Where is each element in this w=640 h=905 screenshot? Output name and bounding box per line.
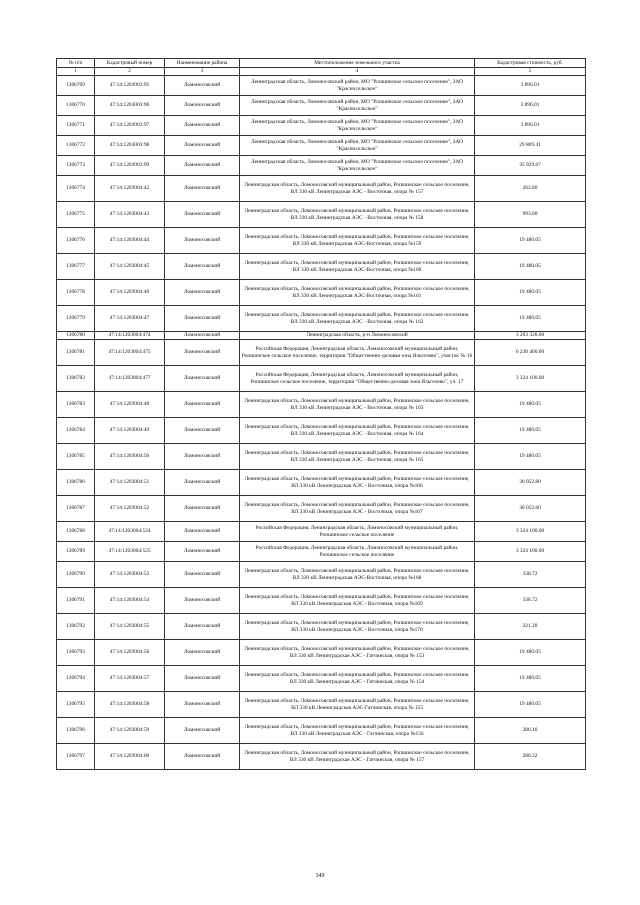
table-row [57,588,586,614]
cadastral-number-cell: 47:14:1203004:56 [95,640,165,666]
location-cell: Ленинградская область, Ломоносовский муниципальный район, Ропшинское сельское поселение, ВЛ 330 кВ Ленинградская АЭС - Восточная, опора № 162 [240,306,475,332]
cadastral-number-cell: 47:14:1203004:48 [95,392,165,418]
cadastral-value-cell: 3 896.01 [475,96,586,116]
table-row [57,332,586,340]
cadastral-value-cell: 321.20 [475,614,586,640]
table-row [57,562,586,588]
table-row [57,392,586,418]
table-row [57,666,586,692]
cadastral-number-cell: 47:14:1203004:52 [95,496,165,522]
row-number-cell: 1306793 [57,640,95,666]
location-cell: Ленинградская область, р-н Ломоносовский [240,332,475,340]
cadastral-value-cell: 30 052.80 [475,496,586,522]
table-row [57,418,586,444]
table-row [57,280,586,306]
cadastral-number-cell: 47:14:1203004:47 [95,306,165,332]
row-number-cell: 1306787 [57,496,95,522]
table-row [57,640,586,666]
district-cell: Ломоносовский [165,176,240,202]
table-row [57,692,586,718]
row-number-cell: 1306777 [57,254,95,280]
location-cell: Российская Федерация, Ленинградская область, Ломоносовский муниципальный район, Ропшинское сельское поселение, территория "Общественно-деловая зона Яльгелево", уч. 17 [240,366,475,392]
row-number-cell: 1306774 [57,176,95,202]
table-row [57,254,586,280]
location-cell: Ленинградская область, Ломоносовский район, МО "Ропшинское сельское поселение", ЗАО "Красносельское" [240,96,475,116]
cadastral-value-cell: 3 324 100.00 [475,542,586,562]
cadastral-value-cell: 3 324 100.00 [475,366,586,392]
district-cell: Ломоносовский [165,392,240,418]
location-cell: Ленинградская область, Ломоносовский муниципальный район, Ропшинское сельское поселение, ВЛ 330 кВ Ленинградская АЭС - Восточная, опора №170 [240,614,475,640]
table-row [57,176,586,202]
column-number-row [57,68,586,76]
district-cell: Ломоносовский [165,136,240,156]
table-row [57,614,586,640]
location-cell: Ленинградская область, Ломоносовский муниципальный район, Ропшинское сельское поселение, ВЛ 330 кВ Ленинградская АЭС - Восточная, опора №166 [240,470,475,496]
header-location: Местоположение земельного участка [240,59,475,68]
row-number-cell: 1306783 [57,392,95,418]
cadastral-number-cell: 47:14:1203004:525 [95,542,165,562]
location-cell: Российская Федерация, Ленинградская область, Ломоносовский муниципальный район, Ропшинское сельское поселение [240,542,475,562]
table-row [57,116,586,136]
location-cell: Ленинградская область, Ломоносовский муниципальный район, Ропшинское сельское поселение, ВЛ 330 кВ Ленинградская АЭС - Гатчинская, опора № 157 [240,744,475,770]
cadastral-value-cell: 19 480.05 [475,228,586,254]
cadastral-number-cell: 47:14:1203004:46 [95,280,165,306]
column-number: 1 [57,68,95,76]
cadastral-number-cell: 47:14:1203004:524 [95,522,165,542]
table-row [57,136,586,156]
district-cell: Ломоносовский [165,744,240,770]
column-number: 5 [475,68,586,76]
cadastral-value-cell: 338.72 [475,562,586,588]
location-cell: Ленинградская область, Ломоносовский муниципальный район, Ропшинское сельское поселение, ВЛ 330 кВ Ленинградская АЭС - Восточная, опора №167 [240,496,475,522]
row-number-cell: 1306784 [57,418,95,444]
row-number-cell: 1306772 [57,136,95,156]
cadastral-number-cell: 47:14:1203003:97 [95,116,165,136]
table-row [57,228,586,254]
district-cell: Ломоносовский [165,588,240,614]
district-cell: Ломоносовский [165,228,240,254]
district-cell: Ломоносовский [165,522,240,542]
cadastral-value-table [56,58,586,770]
header-cadastral-number: Кадастровый номер [95,59,165,68]
header-cadastral-value: Кадастровая стоимость, руб. [475,59,586,68]
district-cell: Ломоносовский [165,614,240,640]
table-body [57,76,586,770]
location-cell: Ленинградская область, Ломоносовский муниципальный район, Ропшинское сельское поселение, ВЛ 330 кВ Ленинградская АЭС-Восточная, опора №160 [240,254,475,280]
district-cell: Ломоносовский [165,718,240,744]
row-number-cell: 1306795 [57,692,95,718]
cadastral-number-cell: 47:14:1203004:59 [95,718,165,744]
cadastral-value-cell: 19 480.05 [475,254,586,280]
cadastral-number-cell: 47:14:1203004:55 [95,614,165,640]
cadastral-number-cell: 47:14:1203004:60 [95,744,165,770]
location-cell: Ленинградская область, Ломоносовский муниципальный район, Ропшинское сельское поселение, ВЛ 330 кВ Ленинградская АЭС - Гатчинская, опора № 153 [240,640,475,666]
table-row [57,156,586,176]
district-cell: Ломоносовский [165,306,240,332]
row-number-cell: 1306778 [57,280,95,306]
cadastral-number-cell: 47:14:1203004:54 [95,588,165,614]
district-cell: Ломоносовский [165,254,240,280]
column-number: 3 [165,68,240,76]
cadastral-value-cell: 993.60 [475,202,586,228]
location-cell: Ленинградская область, Ломоносовский муниципальный район, Ропшинское сельское поселение, ВЛ 330 кВ Ленинградская АЭС - Гатчинская, опора № 154 [240,666,475,692]
row-number-cell: 1306791 [57,588,95,614]
row-number-cell: 1306776 [57,228,95,254]
cadastral-number-cell: 47:14:1203004:44 [95,228,165,254]
location-cell: Ленинградская область, Ломоносовский муниципальный район, Ропшинское сельское поселение, ВЛ 330 кВ Ленинградская АЭС-Восточная, опора №161 [240,280,475,306]
cadastral-value-cell: 19 480.05 [475,640,586,666]
district-cell: Ломоносовский [165,156,240,176]
page-number: 349 [315,873,325,879]
district-cell: Ломоносовский [165,366,240,392]
district-cell: Ломоносовский [165,332,240,340]
location-cell: Ленинградская область, Ломоносовский муниципальный район, Ропшинское сельское поселение, ВЛ 330 кВ Ленинградская АЭС - Восточная, опора № 157 [240,176,475,202]
district-cell: Ломоносовский [165,96,240,116]
column-number: 2 [95,68,165,76]
cadastral-value-cell: 3 203 328.00 [475,332,586,340]
location-cell: Ленинградская область, Ломоносовский муниципальный район, Ропшинское сельское поселение, ВЛ 330 кВ Ленинградская АЭС - Восточная, опора № 164 [240,418,475,444]
row-number-cell: 1306794 [57,666,95,692]
cadastral-value-cell: 29 869.41 [475,136,586,156]
cadastral-value-cell: 286.16 [475,718,586,744]
row-number-cell: 1306790 [57,562,95,588]
header-district-name: Наименование района [165,59,240,68]
district-cell: Ломоносовский [165,666,240,692]
location-cell: Российская Федерация, Ленинградская область, Ломоносовский муниципальный район, Ропшинское сельское поселение [240,522,475,542]
table-row [57,96,586,116]
cadastral-number-cell: 47:14:1203003:96 [95,96,165,116]
row-number-cell: 1306771 [57,116,95,136]
table-row [57,340,586,366]
row-number-cell: 1306786 [57,470,95,496]
table-row [57,718,586,744]
table-row [57,522,586,542]
cadastral-number-cell: 47:14:1203004:57 [95,666,165,692]
row-number-cell: 1306770 [57,96,95,116]
cadastral-value-cell: 19 480.05 [475,418,586,444]
district-cell: Ломоносовский [165,202,240,228]
district-cell: Ломоносовский [165,280,240,306]
cadastral-number-cell: 47:14:1203004:42 [95,176,165,202]
location-cell: Ленинградская область, Ломоносовский муниципальный район, Ропшинское сельское поселение, ВЛ 330 кВ Ленинградская АЭС - Восточная, опора №169 [240,588,475,614]
cadastral-value-cell: 338.72 [475,588,586,614]
cadastral-number-cell: 47:14:1203003:99 [95,156,165,176]
location-cell: Ленинградская область, Ломоносовский муниципальный район, Ропшинское сельское поселение, ВЛ 330 кВ Ленинградская АЭС - Восточная, опора № 163 [240,392,475,418]
location-cell: Ленинградская область, Ломоносовский район, МО "Ропшинское сельское поселение", ЗАО "Красносельское" [240,76,475,96]
row-number-cell: 1306773 [57,156,95,176]
cadastral-number-cell: 47:14:1203004:477 [95,366,165,392]
row-number-cell: 1306796 [57,718,95,744]
row-number-cell: 1306788 [57,522,95,542]
cadastral-value-cell: 280.32 [475,744,586,770]
cadastral-value-cell: 19 480.05 [475,392,586,418]
header-row-number: № п/п [57,59,95,68]
location-cell: Ленинградская область, Ломоносовский муниципальный район, Ропшинское сельское поселение, ВЛ 330 кВ Ленинградская АЭС-Гатчинская, опора № 155 [240,692,475,718]
table-row [57,496,586,522]
location-cell: Ленинградская область, Ломоносовский муниципальный район, Ропшинское сельское поселение, ВЛ 330 кВ Ленинградская АЭС - Восточная, опора № 165 [240,444,475,470]
location-cell: Ленинградская область, Ломоносовский муниципальный район, Ропшинское сельское поселение, ВЛ 330 кВ Ленинградская АЭС-Восточная, опора №159 [240,228,475,254]
cadastral-value-cell: 19 480.05 [475,444,586,470]
row-number-cell: 1306775 [57,202,95,228]
table-row [57,202,586,228]
cadastral-value-cell: 30 052.80 [475,470,586,496]
table-row [57,306,586,332]
cadastral-number-cell: 47:14:1203004:474 [95,332,165,340]
cadastral-number-cell: 47:14:1203004:53 [95,562,165,588]
location-cell: Ленинградская область, Ломоносовский район, МО "Ропшинское сельское поселение", ЗАО "Красносельское" [240,136,475,156]
table-row [57,542,586,562]
row-number-cell: 1306789 [57,542,95,562]
cadastral-value-cell: 19 480.05 [475,280,586,306]
cadastral-value-cell: 19 480.05 [475,692,586,718]
table-row [57,76,586,96]
row-number-cell: 1306797 [57,744,95,770]
cadastral-value-cell: 262.80 [475,176,586,202]
cadastral-value-cell: 3 896.01 [475,116,586,136]
district-cell: Ломоносовский [165,340,240,366]
table-row [57,744,586,770]
cadastral-value-cell: 19 480.05 [475,666,586,692]
location-cell: Ленинградская область, Ломоносовский район, МО "Ропшинское сельское поселение", ЗАО "Красносельское" [240,116,475,136]
cadastral-value-cell: 19 480.05 [475,306,586,332]
cadastral-number-cell: 47:14:1203003:95 [95,76,165,96]
cadastral-number-cell: 47:14:1203004:45 [95,254,165,280]
district-cell: Ломоносовский [165,76,240,96]
district-cell: Ломоносовский [165,562,240,588]
row-number-cell: 1306781 [57,340,95,366]
row-number-cell: 1306785 [57,444,95,470]
cadastral-number-cell: 47:14:1203004:43 [95,202,165,228]
district-cell: Ломоносовский [165,640,240,666]
district-cell: Ломоносовский [165,444,240,470]
district-cell: Ломоносовский [165,692,240,718]
location-cell: Ленинградская область, Ломоносовский муниципальный район, Ропшинское сельское поселение, ВЛ 330 кВ Ленинградская АЭС - Восточная, опора № 158 [240,202,475,228]
cadastral-value-cell: 6 230 400.00 [475,340,586,366]
location-cell: Ленинградская область, Ломоносовский муниципальный район, Ропшинское сельское поселение, ВЛ 330 кВ Ленинградская АЭС - Гатчинская, опора №156 [240,718,475,744]
district-cell: Ломоносовский [165,496,240,522]
table-row [57,470,586,496]
table-header-row [57,59,586,68]
table-row [57,444,586,470]
district-cell: Ломоносовский [165,542,240,562]
cadastral-number-cell: 47:14:1203004:50 [95,444,165,470]
location-cell: Российская Федерация, Ленинградская область, Ломоносовский муниципальный район, Ропшинское сельское поселение, территория "Общественно-деловая зона Яльгелево", участок № 16 [240,340,475,366]
cadastral-value-cell: 3 324 100.00 [475,522,586,542]
row-number-cell: 1306780 [57,332,95,340]
cadastral-number-cell: 47:14:1203004:475 [95,340,165,366]
location-cell: Ленинградская область, Ломоносовский муниципальный район, Ропшинское сельское поселение, ВЛ 330 кВ Ленинградская АЭС-Восточная, опора №168 [240,562,475,588]
district-cell: Ломоносовский [165,470,240,496]
cadastral-number-cell: 47:14:1203004:51 [95,470,165,496]
cadastral-number-cell: 47:14:1203003:98 [95,136,165,156]
cadastral-number-cell: 47:14:1203004:49 [95,418,165,444]
district-cell: Ломоносовский [165,116,240,136]
table-row [57,366,586,392]
location-cell: Ленинградская область, Ломоносовский район, МО "Ропшинское сельское поселение", ЗАО "Красносельское" [240,156,475,176]
cadastral-value-cell: 3 896.01 [475,76,586,96]
row-number-cell: 1306782 [57,366,95,392]
column-number: 4 [240,68,475,76]
row-number-cell: 1306792 [57,614,95,640]
row-number-cell: 1306779 [57,306,95,332]
district-cell: Ломоносовский [165,418,240,444]
cadastral-number-cell: 47:14:1203004:58 [95,692,165,718]
row-number-cell: 1306769 [57,76,95,96]
cadastral-value-cell: 35 929.87 [475,156,586,176]
